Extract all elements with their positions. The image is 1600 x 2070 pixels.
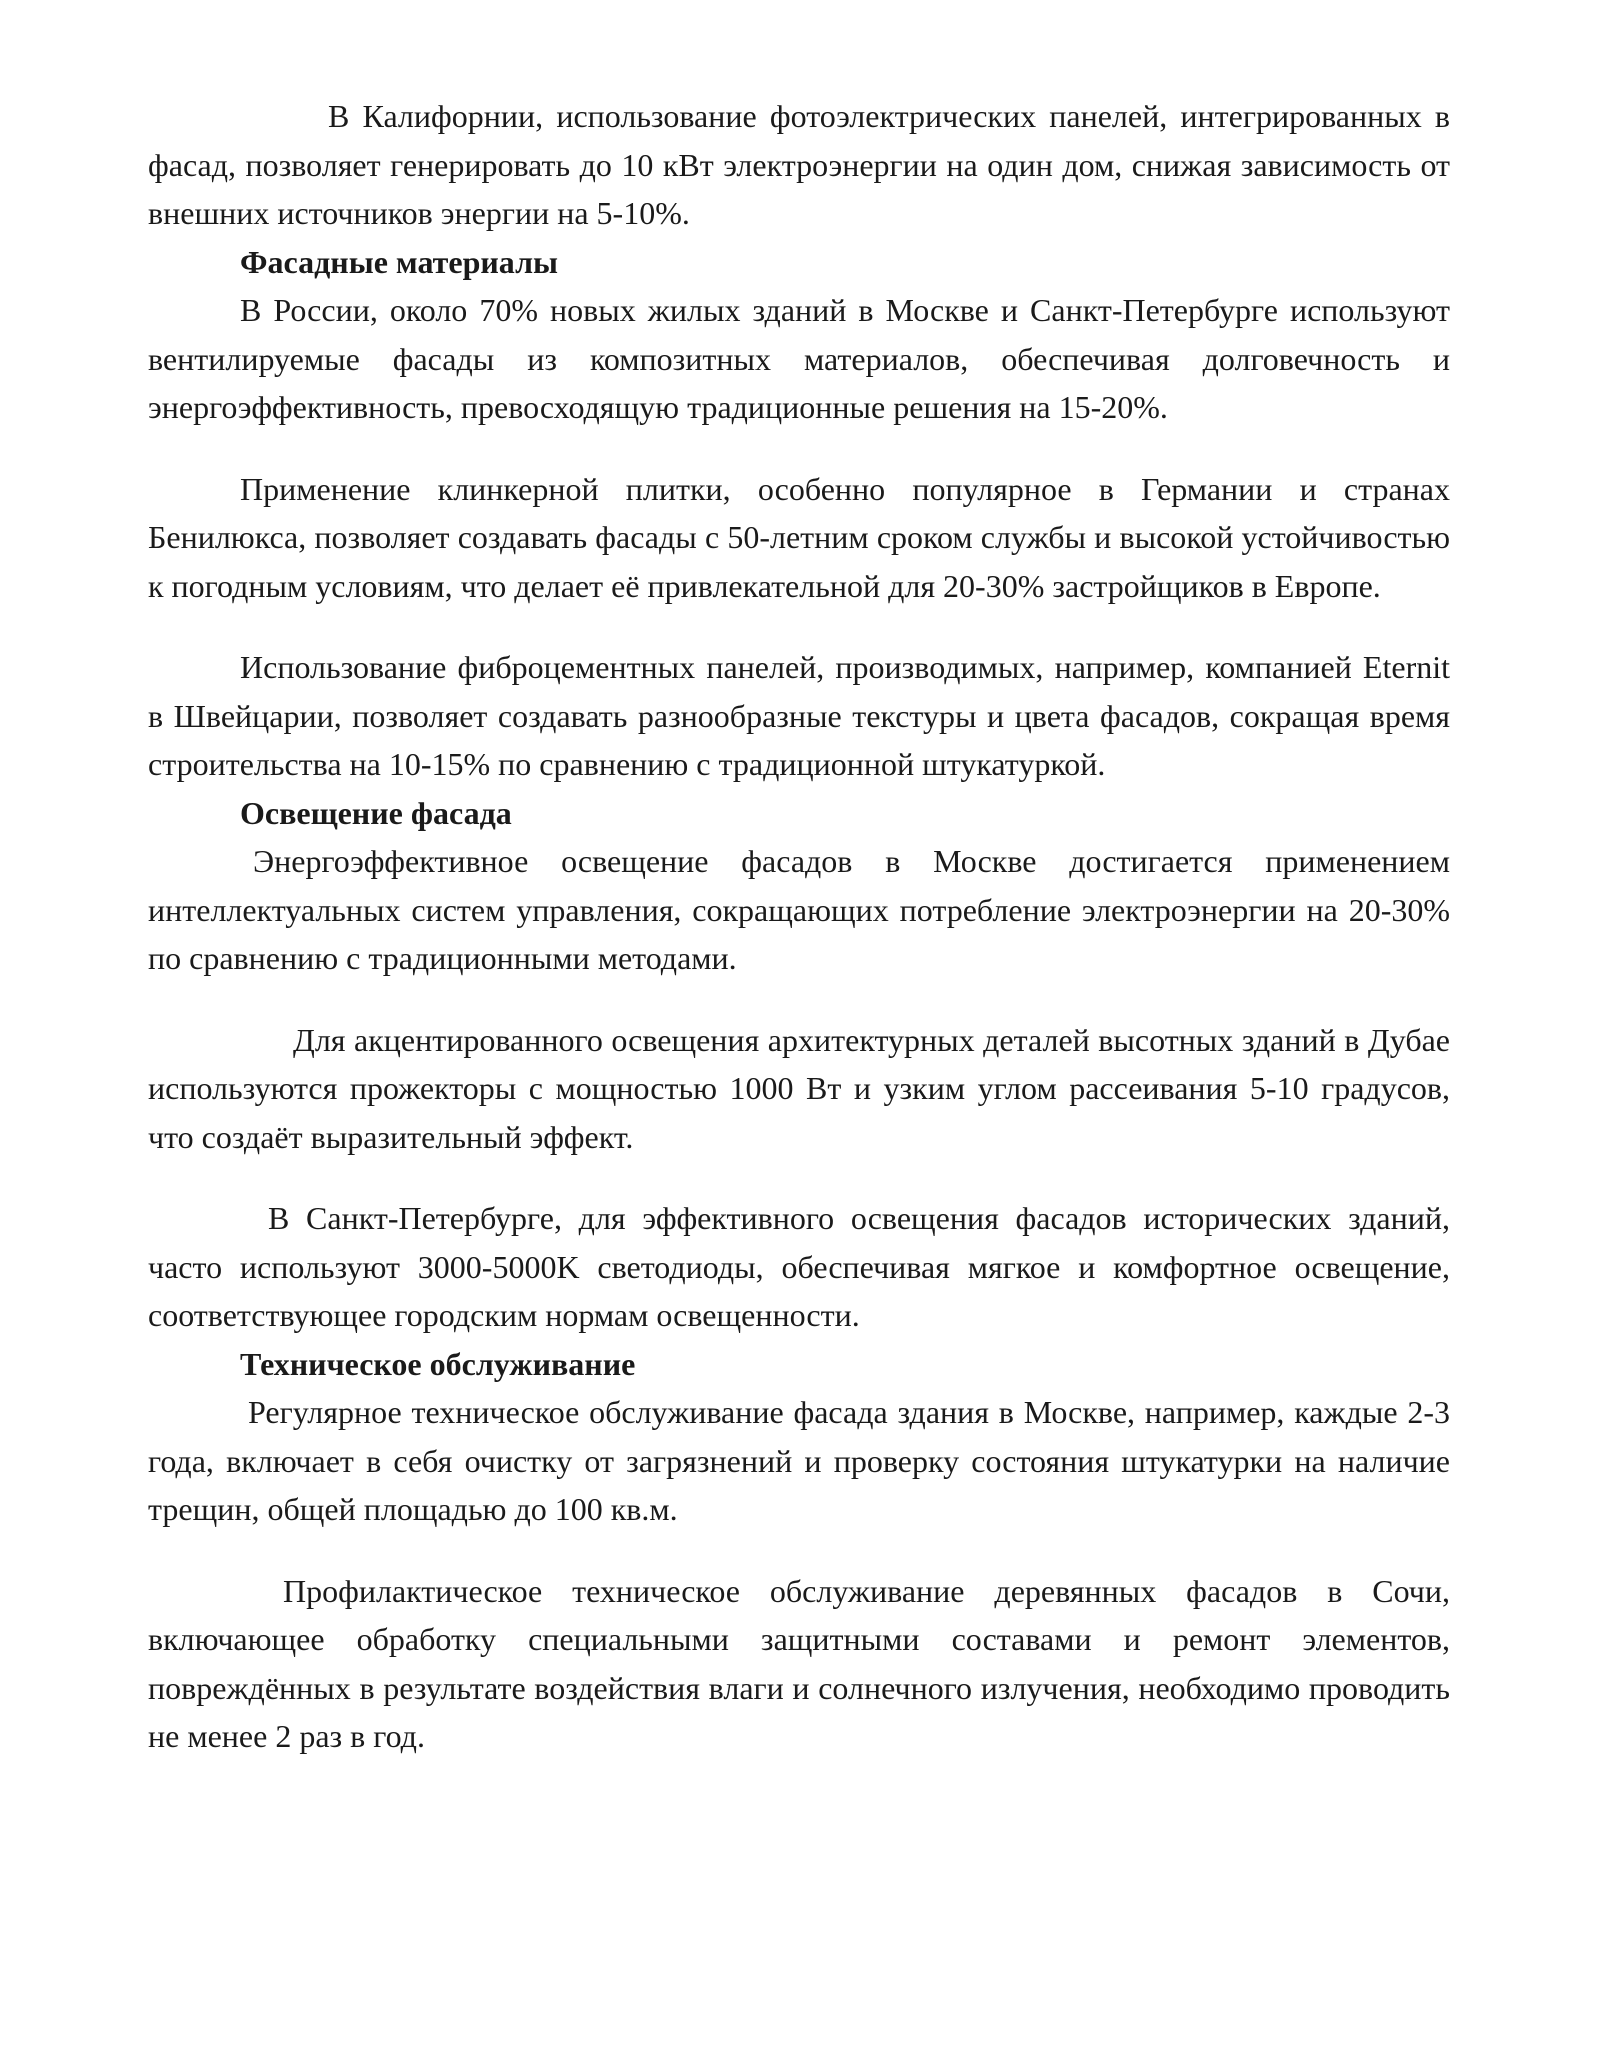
heading-facade-lighting: Освещение фасада [240,794,512,831]
paragraph-sochi-wooden-facades: Профилактическое техническое обслуживание деревянных фасадов в Сочи, включающее обработку специальными защитными составами и ремонт элементов, повреждённых в результате воздействия влаги и солнечного излучения, необходимо проводить не менее 2 раз в год. [148,1572,1450,1754]
paragraph-dubai-spotlights: Для акцентированного освещения архитектурных деталей высотных зданий в Дубае используются прожекторы с мощностью 1000 Вт и узким углом рассеивания 5-10 градусов, что создаёт выразительный эффект. [148,1021,1450,1155]
heading-maintenance: Техническое обслуживание [240,1345,636,1382]
paragraph-fiber-cement-panels: Использование фиброцементных панелей, производимых, например, компанией Eternit в Швейцарии, позволяет создавать разнообразные текстуры и цвета фасадов, сокращая время строительства на 10-15% по сравнению с традиционной штукатуркой. [148,649,1450,782]
heading-facade-materials: Фасадные материалы [240,243,559,280]
document-page [148,92,1450,1761]
paragraph-moscow-maintenance: Регулярное техническое обслуживание фасада здания в Москве, например, каждые 2-3 года, включает в себя очистку от загрязнений и проверку состояния штукатурки на наличие трещин, общей площадью до 100 кв.м. [148,1394,1450,1527]
paragraph-moscow-lighting: Энергоэффективное освещение фасадов в Москве достигается применением интеллектуальных систем управления, сокращающих потребление электроэнергии на 20-30% по сравнению с традиционными методами. [148,843,1450,976]
paragraph-spb-led-lighting: В Санкт-Петербурге, для эффективного освещения фасадов исторических зданий, часто используют 3000-5000K светодиоды, обеспечивая мягкое и комфортное освещение, соответствующее городским нормам освещенности. [148,1200,1450,1333]
paragraph-russia-ventilated-facades: В России, около 70% новых жилых зданий в Москве и Санкт-Петербурге используют вентилируемые фасады из композитных материалов, обеспечивая долговечность и энергоэффективность, превосходящую традиционные решения на 15-20%. [148,292,1450,425]
paragraph-clinker-tiles: Применение клинкерной плитки, особенно популярное в Германии и странах Бенилюкса, позволяет создавать фасады с 50-летним сроком службы и высокой устойчивостью к погодным условиям, что делает её привлекательной для 20-30% застройщиков в Европе. [148,470,1450,604]
paragraph-california-solar: В Калифорнии, использование фотоэлектрических панелей, интегрированных в фасад, позволяет генерировать до 10 кВт электроэнергии на один дом, снижая зависимость от внешних источников энергии на 5-10%. [148,98,1450,231]
